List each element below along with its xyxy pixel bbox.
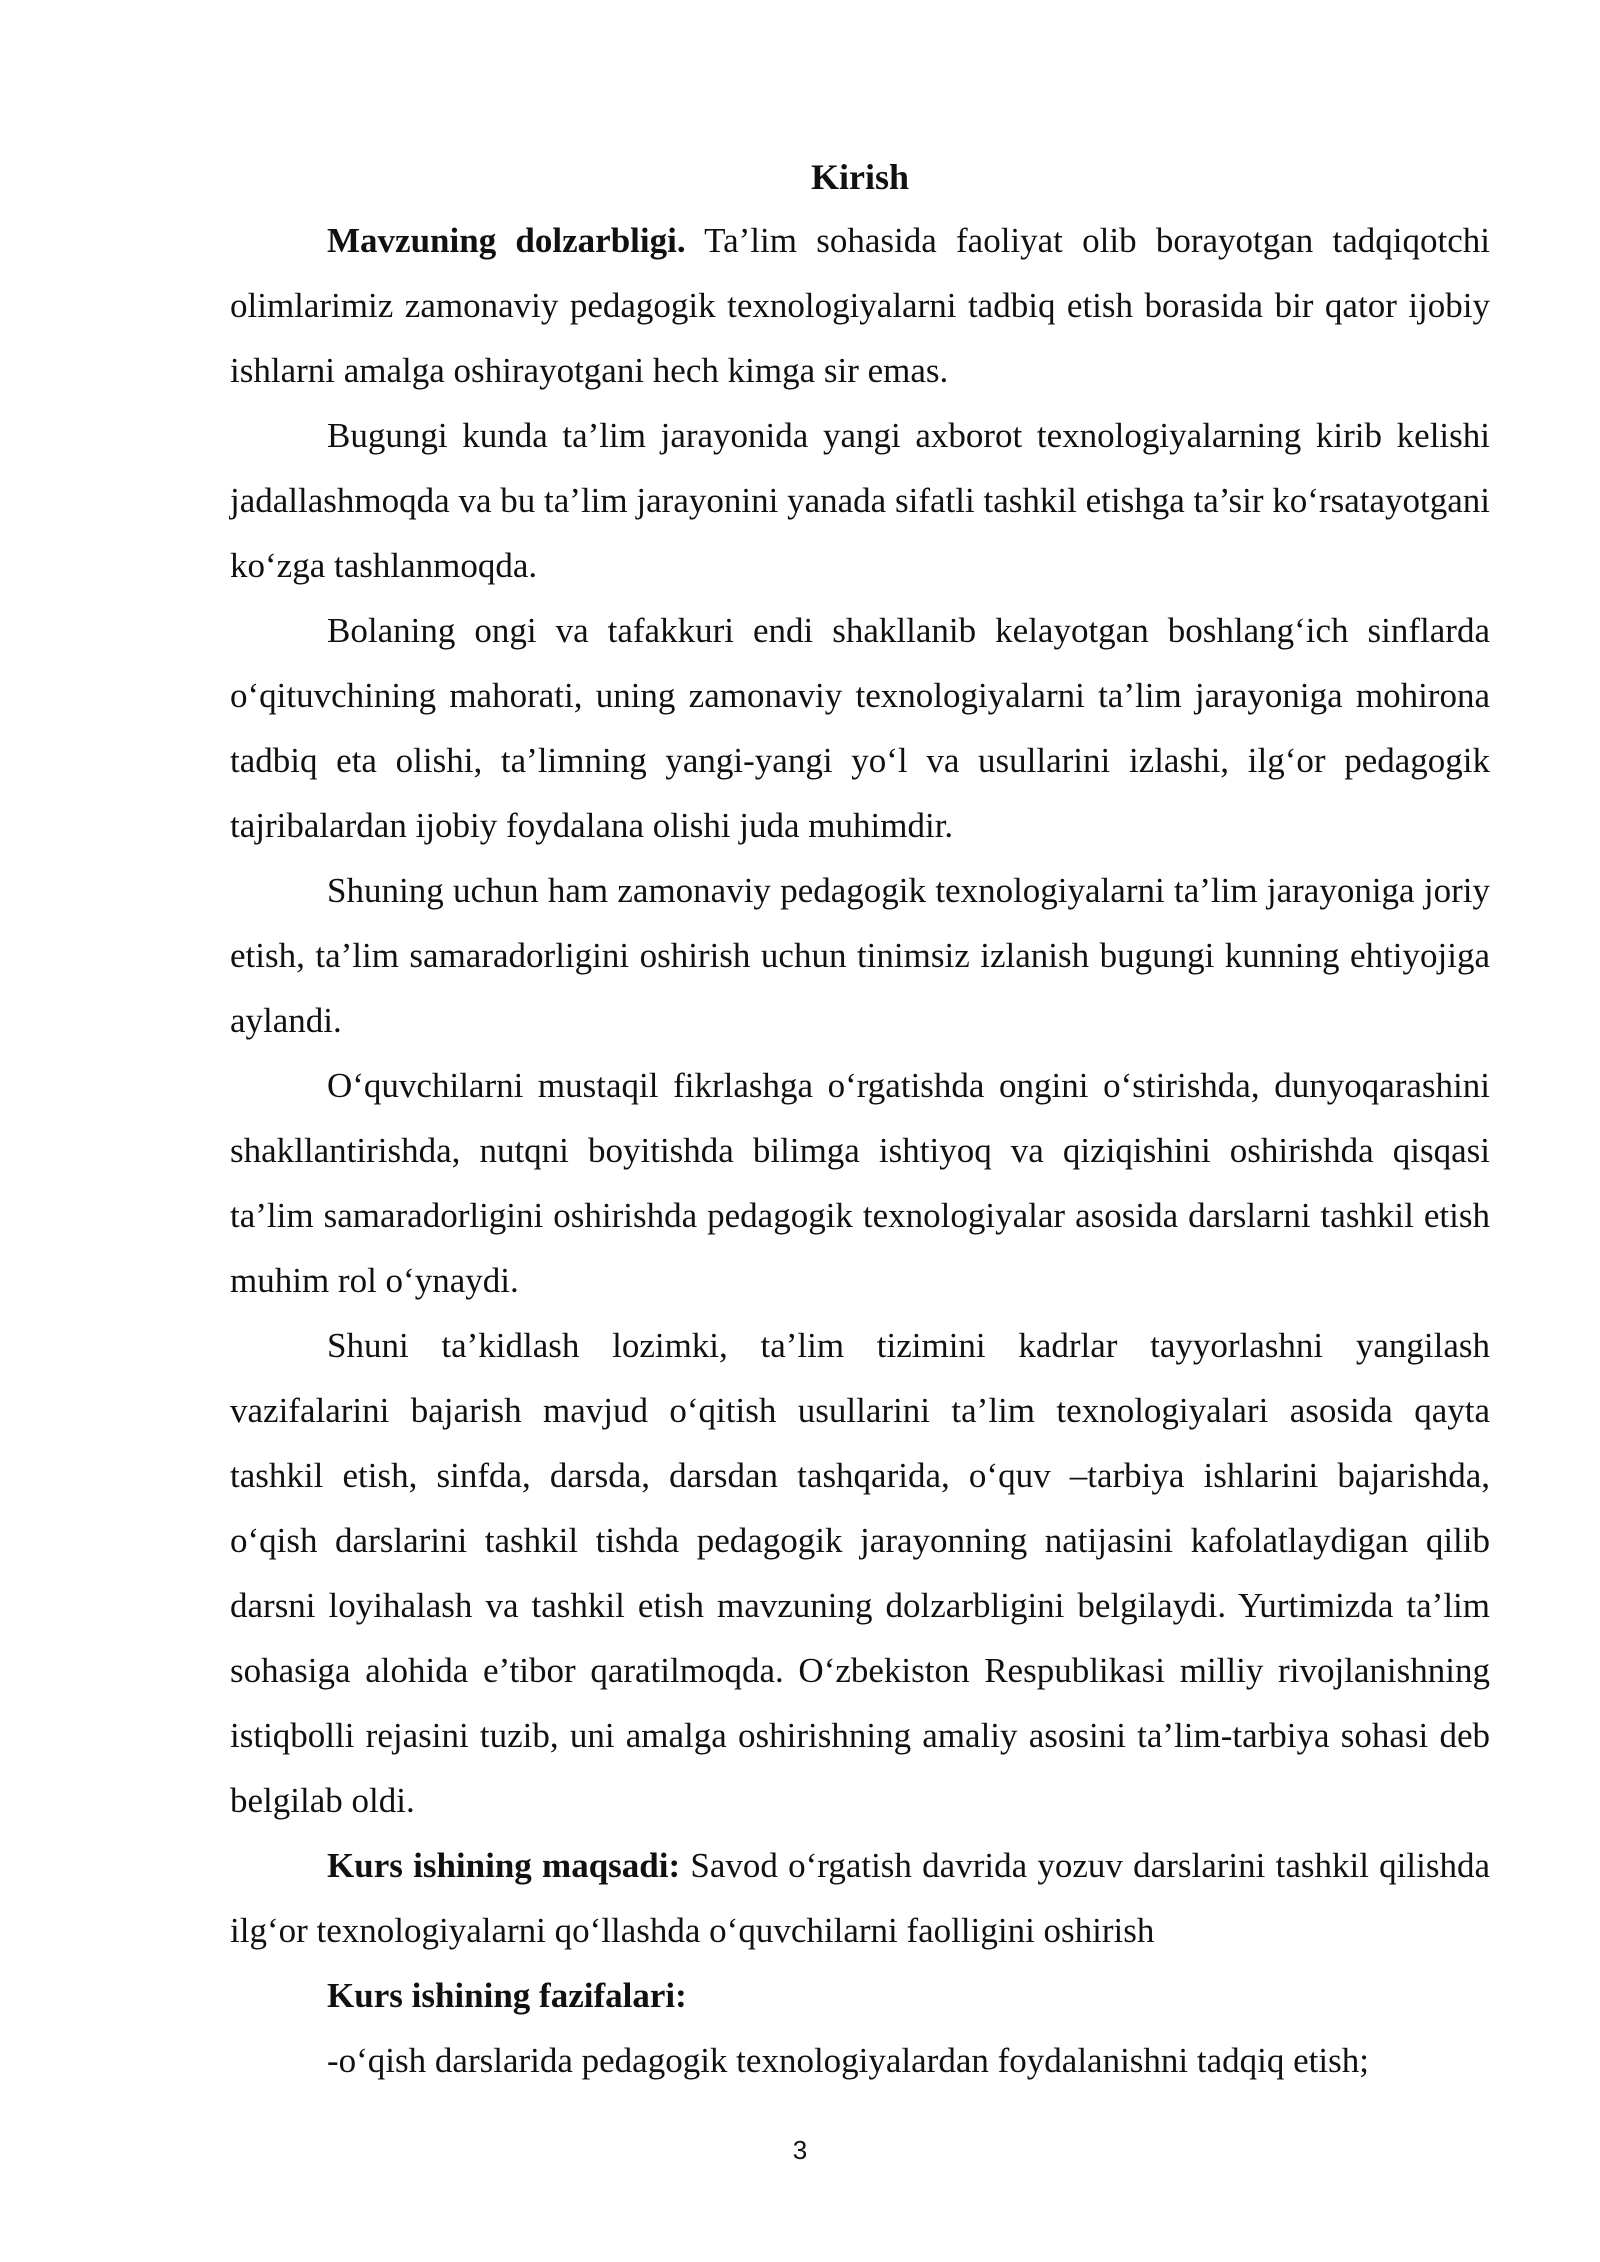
paragraph: Bugungi kunda ta’lim jarayonida yangi axborot texnologiyalarning kirib kelishi jadallashmoqda va bu ta’lim jarayonini yanada sifatli tashkil etishga ta’sir ko‘rsatayotgani ko‘zga tashlanmoqda.	[230, 416, 1490, 585]
paragraph-goal	[230, 1833, 1490, 1963]
paragraph: Shuning uchun ham zamonaviy pedagogik texnologiyalarni ta’lim jarayoniga joriy etish, ta’lim samaradorligini oshirish uchun tinimsiz izlanish bugungi kunning ehtiyojiga aylandi.	[230, 871, 1490, 1040]
paragraph-lead: Mavzuning dolzarbligi.	[327, 221, 686, 260]
paragraph-relevance	[230, 208, 1490, 403]
paragraph: Shuni ta’kidlash lozimki, ta’lim tizimini kadrlar tayyorlashni yangilash vazifalarini bajarish mavjud o‘qitish usullarini ta’lim texnologiyalari asosida qayta tashkil etish, sinfda, darsda, darsdan tashqarida, o‘quv –tarbiya ishlarini bajarishda, o‘qish darslarini tashkil tishda pedagogik jarayonning natijasini kafolatlaydigan qilib darsni loyihalash va tashkil etish mavzuning dolzarbligini belgilaydi. Yurtimizda ta’lim sohasiga alohida e’tibor qaratilmoqda. O‘zbekiston Respublikasi milliy rivojlanishning istiqbolli rejasini tuzib, uni amalga oshirishning amaliy asosini ta’lim-tarbiya sohasi deb belgilab oldi.	[230, 1326, 1490, 1820]
paragraph: O‘quvchilarni mustaqil fikrlashga o‘rgatishda ongini o‘stirishda, dunyoqarashini shakllantirishda, nutqni boyitishda bilimga ishtiyoq va qiziqishini oshirishda qisqasi ta’lim samaradorligini oshirishda pedagogik texnologiyalar asosida darslarni tashkil etish muhim rol o‘ynaydi.	[230, 1066, 1490, 1300]
task-item: -o‘qish darslarida pedagogik texnologiyalardan foydalanishni tadqiq etish;	[327, 2041, 1369, 2080]
paragraph-text: Ta’lim sohasida faoliyat olib borayotgan tadqiqotchi olimlarimiz zamonaviy pedagogik texnologiyalarni tadbiq etish borasida bir qator ijobiy ishlarni amalga oshirayotgani hech kimga sir emas.	[230, 221, 1490, 390]
section-title: Kirish	[810, 157, 909, 197]
paragraph-lead: Kurs ishining maqsadi:	[327, 1846, 681, 1885]
tasks-heading: Kurs ishining fazifalari:	[327, 1976, 687, 2015]
paragraph: Bolaning ongi va tafakkuri endi shakllanib kelayotgan boshlang‘ich sinflarda o‘qituvchining mahorati, uning zamonaviy texnologiyalarni ta’lim jarayoniga mohirona tadbiq eta olishi, ta’limning yangi-yangi yo‘l va usullarini izlashi, ilg‘or pedagogik tajribalardan ijobiy foydalana olishi juda muhimdir.	[230, 611, 1490, 845]
document-page	[230, 150, 1490, 2093]
paragraph-text: Savod o‘rgatish davrida yozuv darslarini tashkil qilishda ilg‘or texnologiyalarni qo‘llashda o‘quvchilarni faolligini oshirish	[230, 1846, 1491, 1950]
page-number: 3	[792, 2135, 808, 2165]
